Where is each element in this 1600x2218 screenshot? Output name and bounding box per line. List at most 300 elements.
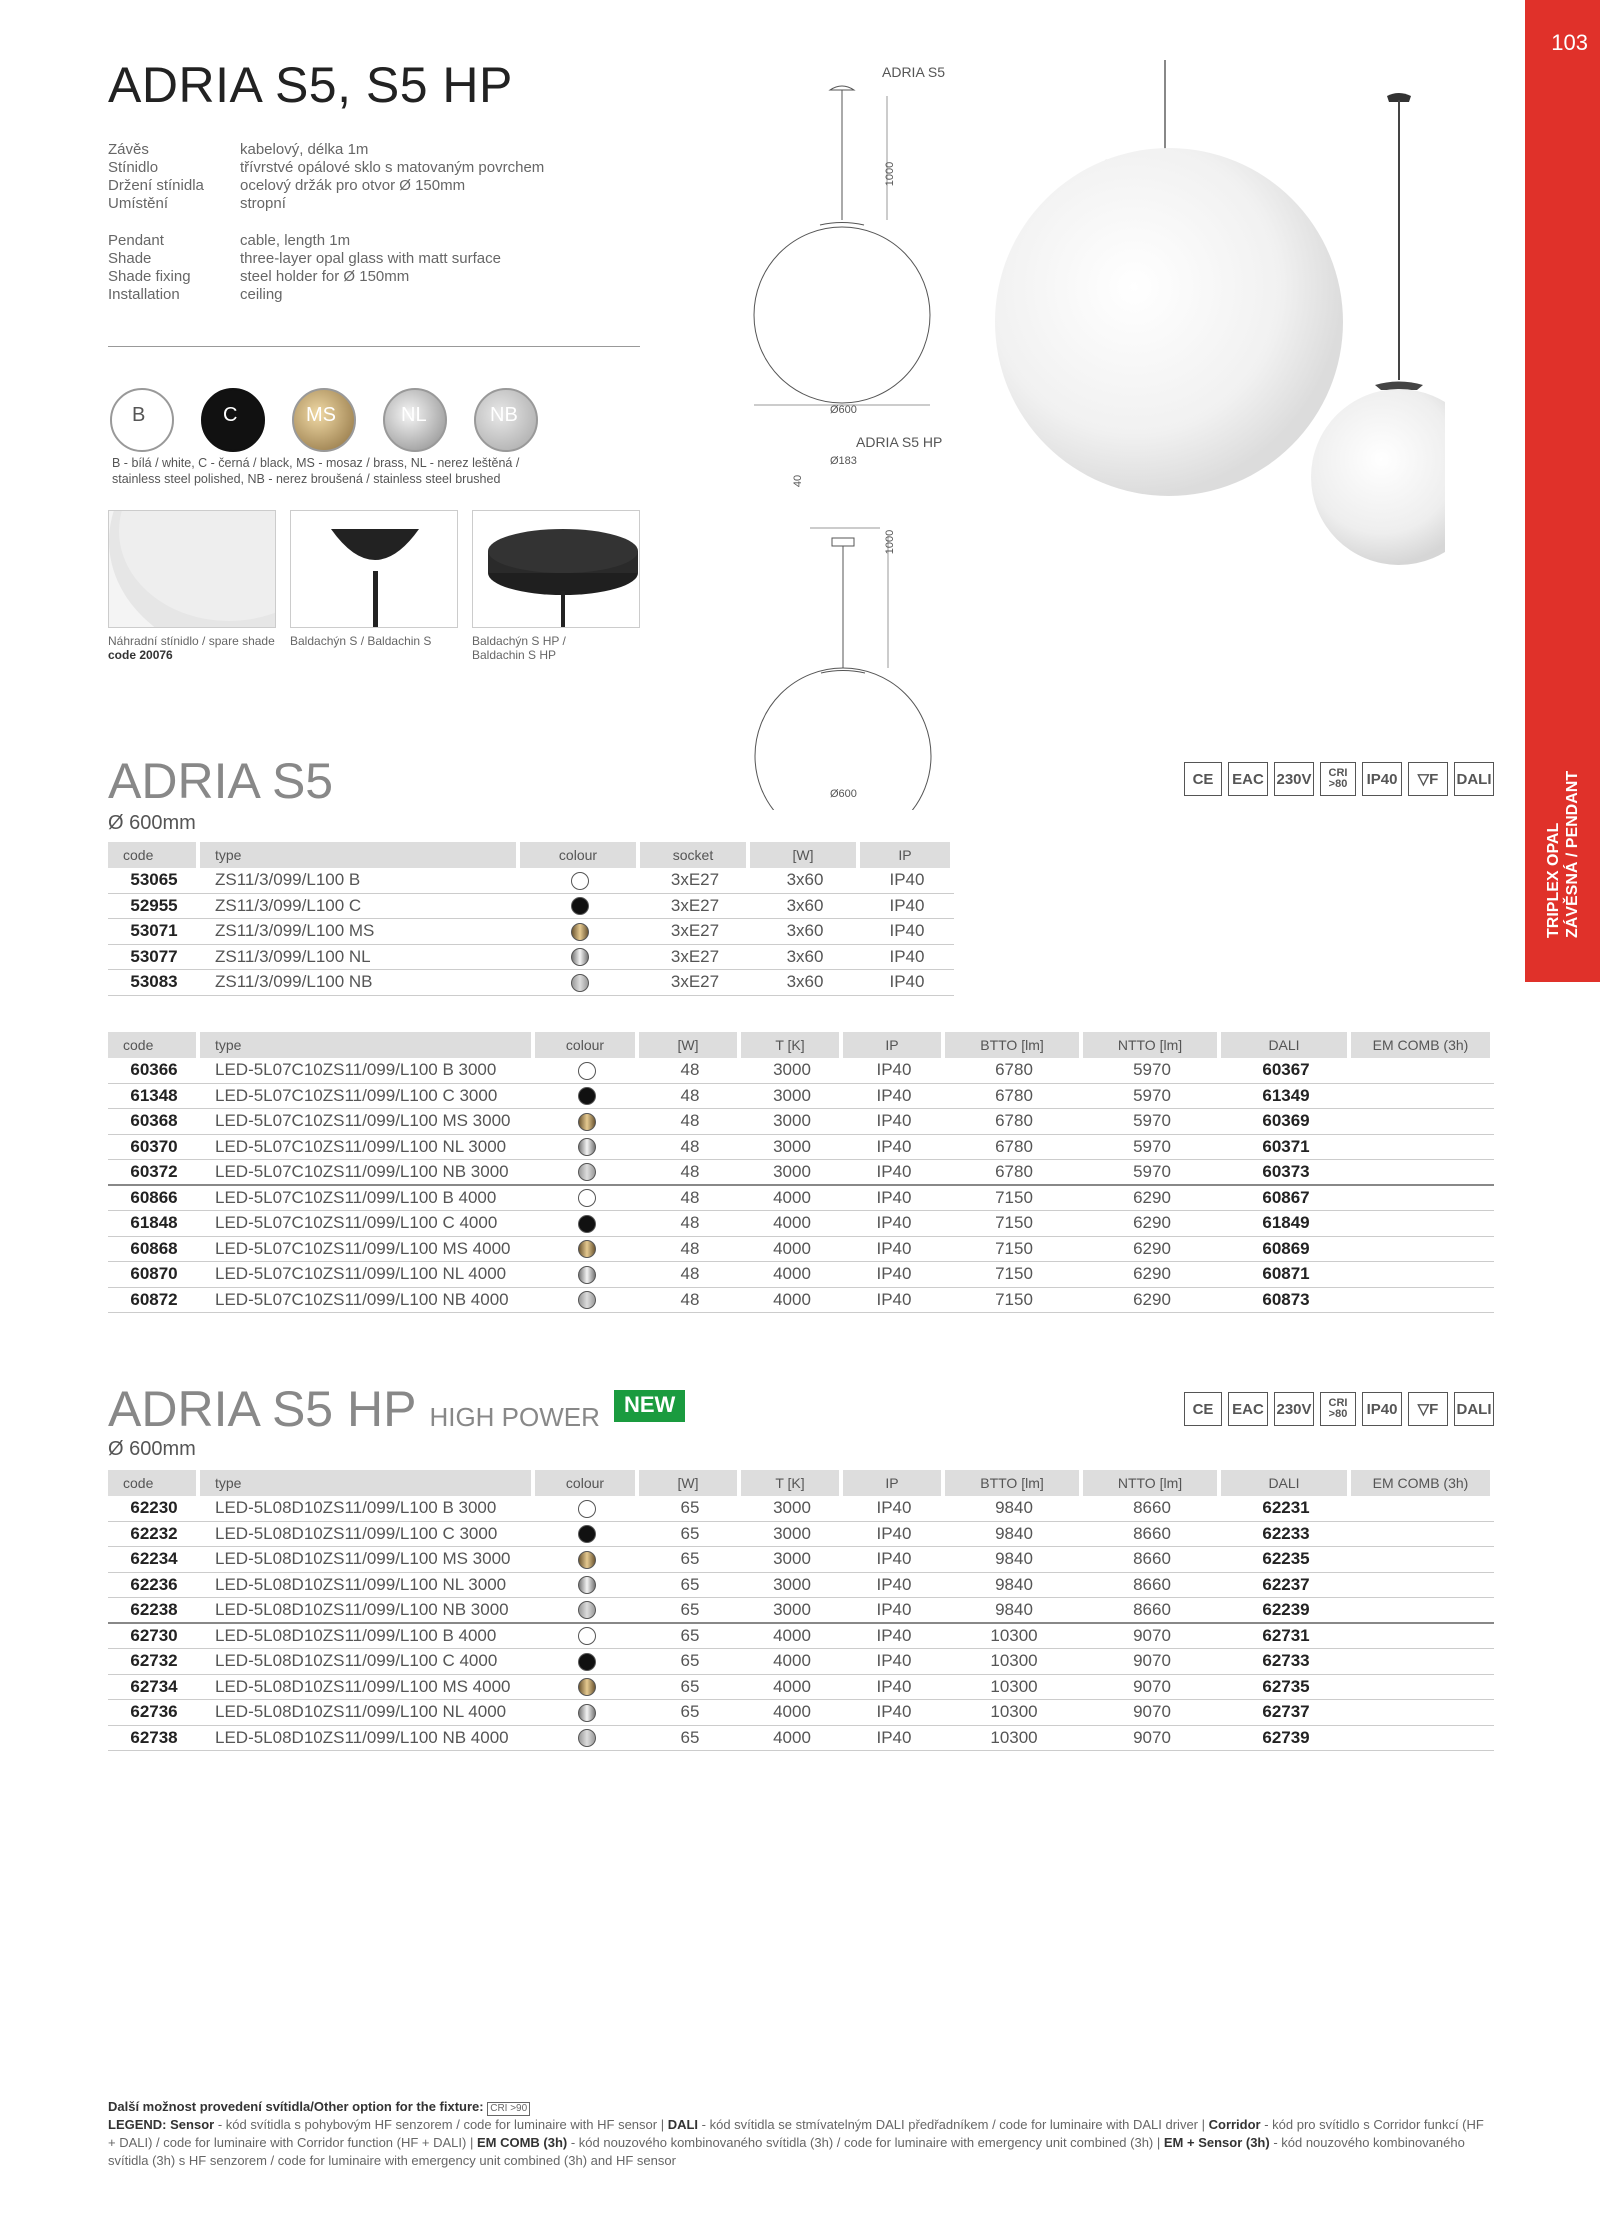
cri-90-icon: CRI >90 — [487, 2102, 530, 2116]
table-cell: 7150 — [945, 1237, 1083, 1263]
ce-icon: CE — [1184, 762, 1222, 796]
table-cell: 4000 — [741, 1211, 843, 1237]
swatch-steel-polished — [383, 388, 447, 452]
table-row — [108, 1288, 1494, 1314]
table-cell: 3x60 — [750, 970, 860, 996]
swatch-label: NB — [490, 404, 518, 426]
product-code: 62734 — [108, 1675, 200, 1701]
product-code: 62738 — [108, 1726, 200, 1752]
table-cell: 3x60 — [750, 919, 860, 945]
voltage-icon: 230V — [1274, 762, 1314, 796]
table-cell: 48 — [639, 1186, 741, 1212]
product-type: LED-5L07C10ZS11/099/L100 B 4000 — [200, 1186, 535, 1212]
swatch-label: MS — [306, 404, 336, 426]
colour-cell — [535, 1109, 639, 1135]
table-cell: 9070 — [1083, 1675, 1221, 1701]
dali-code: 62733 — [1221, 1649, 1351, 1675]
table-cell: IP40 — [843, 1573, 945, 1599]
table-cell — [1351, 1700, 1494, 1726]
colour-cell — [535, 1160, 639, 1186]
table-cell: IP40 — [860, 945, 954, 971]
colour-dot-icon — [578, 1601, 596, 1619]
spec-value: cable, length 1m — [240, 232, 351, 249]
dali-code: 61849 — [1221, 1211, 1351, 1237]
table-row — [108, 1160, 1494, 1186]
dali-code: 60373 — [1221, 1160, 1351, 1186]
table-cell: 65 — [639, 1675, 741, 1701]
table-cell: 6290 — [1083, 1237, 1221, 1263]
table-cell: 65 — [639, 1624, 741, 1650]
colour-cell — [520, 945, 640, 971]
table-cell — [1351, 1262, 1494, 1288]
table-cell: 9840 — [945, 1496, 1083, 1522]
product-code: 62238 — [108, 1598, 200, 1624]
product-code: 53083 — [108, 970, 200, 996]
spec-row — [108, 232, 501, 250]
table-cell: 3000 — [741, 1598, 843, 1624]
table-cell: 3000 — [741, 1496, 843, 1522]
legend-desc: - kód svítidla se stmívatelným DALI předřadníkem / code for luminaire with DALI driver | — [698, 2117, 1209, 2132]
product-code: 61848 — [108, 1211, 200, 1237]
spec-row — [108, 141, 544, 159]
spec-key: Stínidlo — [108, 159, 159, 176]
table-cell: IP40 — [843, 1109, 945, 1135]
drawing-dimension: 40 — [792, 474, 805, 488]
table-row — [108, 945, 954, 971]
table-cell: 3000 — [741, 1084, 843, 1110]
product-type: ZS11/3/099/L100 NL — [200, 945, 520, 971]
new-badge: NEW — [614, 1390, 685, 1422]
column-header: code — [108, 1470, 200, 1496]
table-row — [108, 868, 954, 894]
table-row — [108, 1649, 1494, 1675]
column-header: EM COMB (3h) — [1351, 1470, 1494, 1496]
table-cell: 9840 — [945, 1598, 1083, 1624]
product-photo — [965, 60, 1445, 570]
spec-row — [108, 177, 544, 195]
dali-icon: DALI — [1454, 1392, 1494, 1426]
table-cell: 9070 — [1083, 1649, 1221, 1675]
dali-code: 60867 — [1221, 1186, 1351, 1212]
table-cell: 3000 — [741, 1160, 843, 1186]
thumb-caption-code: code 20076 — [108, 648, 173, 662]
table-row — [108, 894, 954, 920]
dali-code: 60369 — [1221, 1109, 1351, 1135]
colour-cell — [535, 1700, 639, 1726]
section-title-s5: ADRIA S5 — [108, 753, 334, 809]
product-type: ZS11/3/099/L100 C — [200, 894, 520, 920]
product-type: LED-5L08D10ZS11/099/L100 B 3000 — [200, 1496, 535, 1522]
table-cell: IP40 — [843, 1262, 945, 1288]
table-cell — [1351, 1288, 1494, 1314]
table-row — [108, 1624, 1494, 1650]
table-row — [108, 1084, 1494, 1110]
table-row — [108, 1186, 1494, 1212]
colour-cell — [535, 1211, 639, 1237]
baldachin-s-image — [290, 510, 458, 628]
product-code: 52955 — [108, 894, 200, 920]
product-type: ZS11/3/099/L100 NB — [200, 970, 520, 996]
drawing-label: ADRIA S5 HP — [856, 434, 943, 450]
table-row — [108, 1522, 1494, 1548]
table-cell: 4000 — [741, 1186, 843, 1212]
table-cell: 6780 — [945, 1135, 1083, 1161]
table-cell: 65 — [639, 1547, 741, 1573]
colour-cell — [535, 1496, 639, 1522]
column-header: code — [108, 1032, 200, 1058]
product-code: 60372 — [108, 1160, 200, 1186]
table-cell: 4000 — [741, 1726, 843, 1752]
table-cell: 3xE27 — [640, 945, 750, 971]
colour-dot-icon — [578, 1653, 596, 1671]
table-cell: 3x60 — [750, 945, 860, 971]
side-label — [1544, 718, 1582, 938]
table-cell: 3xE27 — [640, 894, 750, 920]
spec-row — [108, 286, 501, 304]
table-cell: 4000 — [741, 1675, 843, 1701]
thumb-caption — [108, 634, 275, 662]
table-cell: IP40 — [843, 1700, 945, 1726]
product-type: LED-5L07C10ZS11/099/L100 B 3000 — [200, 1058, 535, 1084]
product-type: LED-5L07C10ZS11/099/L100 MS 4000 — [200, 1237, 535, 1263]
column-header: type — [200, 1470, 535, 1496]
column-header: colour — [535, 1032, 639, 1058]
column-header: type — [200, 1032, 535, 1058]
table-cell: 5970 — [1083, 1084, 1221, 1110]
spare-shade-image — [108, 510, 276, 628]
dali-icon: DALI — [1454, 762, 1494, 796]
table-cell — [1351, 1496, 1494, 1522]
table-cell: 6780 — [945, 1109, 1083, 1135]
colour-cell — [535, 1186, 639, 1212]
certification-icons — [1184, 1392, 1494, 1426]
table-cell: IP40 — [843, 1135, 945, 1161]
table-cell: IP40 — [843, 1649, 945, 1675]
table-cell — [1351, 1084, 1494, 1110]
swatch-white — [110, 388, 174, 452]
product-code: 62236 — [108, 1573, 200, 1599]
spec-key: Závěs — [108, 141, 149, 158]
spec-key: Držení stínidla — [108, 177, 204, 194]
table-cell: 48 — [639, 1262, 741, 1288]
thumb-caption-text: Náhradní stínidlo / spare shade — [108, 634, 275, 648]
table-cell: 8660 — [1083, 1547, 1221, 1573]
column-header: colour — [535, 1470, 639, 1496]
colour-dot-icon — [571, 974, 589, 992]
table-cell: 4000 — [741, 1262, 843, 1288]
other-option-label: Další možnost provedení svítidla/Other option for the fixture: — [108, 2099, 484, 2114]
column-header: [W] — [639, 1470, 741, 1496]
legend-desc: - kód nouzového kombinovaného svítidla (3h) s HF senzorem / code for luminaire with emergency unit combined (3h) and HF sensor — [108, 2135, 1465, 2168]
table-cell: 9840 — [945, 1522, 1083, 1548]
table-cell: 65 — [639, 1573, 741, 1599]
table-row — [108, 1675, 1494, 1701]
colour-cell — [535, 1135, 639, 1161]
table-cell — [1351, 1675, 1494, 1701]
table-cell: 8660 — [1083, 1496, 1221, 1522]
table-cell — [1351, 1058, 1494, 1084]
colour-dot-icon — [578, 1266, 596, 1284]
colour-cell — [535, 1262, 639, 1288]
table-cell — [1351, 1598, 1494, 1624]
table-row — [108, 1237, 1494, 1263]
table-cell: 48 — [639, 1160, 741, 1186]
side-label-line2: ZÁVĚSNÁ / PENDANT — [1564, 770, 1581, 938]
thumb-caption — [290, 634, 431, 648]
swatch-legend-line: stainless steel polished, NB - nerez broušená / stainless steel brushed — [112, 472, 501, 486]
specs-en — [108, 232, 501, 304]
table-cell: 6780 — [945, 1160, 1083, 1186]
table-row — [108, 1547, 1494, 1573]
product-code: 60366 — [108, 1058, 200, 1084]
product-type: LED-5L07C10ZS11/099/L100 NB 4000 — [200, 1288, 535, 1314]
table-cell: 3000 — [741, 1135, 843, 1161]
column-header: [W] — [639, 1032, 741, 1058]
spec-row — [108, 195, 544, 213]
dali-code: 61349 — [1221, 1084, 1351, 1110]
product-code: 62730 — [108, 1624, 200, 1650]
spec-key: Umístění — [108, 195, 169, 212]
table-cell: 65 — [639, 1649, 741, 1675]
baldachin-s-hp-icon — [473, 511, 640, 628]
product-code: 62732 — [108, 1649, 200, 1675]
product-type: LED-5L08D10ZS11/099/L100 NL 3000 — [200, 1573, 535, 1599]
column-header: type — [200, 842, 520, 868]
colour-dot-icon — [578, 1576, 596, 1594]
column-header: IP — [843, 1032, 945, 1058]
swatch-label: NL — [401, 404, 427, 426]
dali-code: 60371 — [1221, 1135, 1351, 1161]
table-cell: 3x60 — [750, 894, 860, 920]
cri-icon: CRI >80 — [1320, 762, 1356, 796]
ce-icon: CE — [1184, 1392, 1222, 1426]
table-cell: 3000 — [741, 1058, 843, 1084]
table-s5 — [108, 842, 954, 996]
table-cell: 5970 — [1083, 1058, 1221, 1084]
spec-value: kabelový, délka 1m — [240, 141, 369, 158]
table-cell: 8660 — [1083, 1573, 1221, 1599]
product-type: LED-5L08D10ZS11/099/L100 C 4000 — [200, 1649, 535, 1675]
product-type: LED-5L07C10ZS11/099/L100 MS 3000 — [200, 1109, 535, 1135]
colour-dot-icon — [578, 1525, 596, 1543]
table-row — [108, 919, 954, 945]
table-cell: 65 — [639, 1522, 741, 1548]
product-type: LED-5L08D10ZS11/099/L100 NB 4000 — [200, 1726, 535, 1752]
product-code: 61348 — [108, 1084, 200, 1110]
swatch-brass — [292, 388, 356, 452]
table-row — [108, 1598, 1494, 1624]
dali-code: 60871 — [1221, 1262, 1351, 1288]
colour-cell — [535, 1288, 639, 1314]
colour-dot-icon — [578, 1291, 596, 1309]
table-cell — [1351, 1624, 1494, 1650]
table-cell: IP40 — [860, 919, 954, 945]
table-cell: 65 — [639, 1726, 741, 1752]
table-cell: IP40 — [843, 1211, 945, 1237]
table-cell: 4000 — [741, 1649, 843, 1675]
section-diameter: Ø 600mm — [108, 1438, 196, 1460]
table-cell: 3000 — [741, 1547, 843, 1573]
column-header: code — [108, 842, 200, 868]
table-row — [108, 1573, 1494, 1599]
table-cell: 65 — [639, 1700, 741, 1726]
voltage-icon: 230V — [1274, 1392, 1314, 1426]
colour-dot-icon — [578, 1163, 596, 1181]
thumb-caption-text: Baldachýn S HP / — [472, 634, 566, 648]
table-cell: 6290 — [1083, 1211, 1221, 1237]
certification-icons — [1184, 762, 1494, 796]
legend-term: EM + Sensor (3h) — [1163, 2135, 1270, 2150]
column-header: IP — [843, 1470, 945, 1496]
dali-code: 60367 — [1221, 1058, 1351, 1084]
product-code: 62230 — [108, 1496, 200, 1522]
colour-cell — [535, 1547, 639, 1573]
colour-dot-icon — [578, 1087, 596, 1105]
spec-value: three-layer opal glass with matt surface — [240, 250, 501, 267]
colour-cell — [535, 1522, 639, 1548]
table-cell: 48 — [639, 1135, 741, 1161]
table-cell: IP40 — [843, 1160, 945, 1186]
f-mark-icon: ▽F — [1408, 762, 1448, 796]
drawing-dimension: 1000 — [884, 529, 897, 555]
table-cell: IP40 — [843, 1496, 945, 1522]
table-cell: 9070 — [1083, 1700, 1221, 1726]
swatch-steel-brushed — [474, 388, 538, 452]
table-cell — [1351, 1109, 1494, 1135]
swatch-label: B — [132, 404, 146, 426]
table-cell — [1351, 1573, 1494, 1599]
table-cell: 10300 — [945, 1649, 1083, 1675]
table-cell: 6780 — [945, 1084, 1083, 1110]
drawing-dimension: 1000 — [884, 161, 897, 187]
table-header-row — [108, 842, 954, 868]
table-cell: 7150 — [945, 1288, 1083, 1314]
spec-value: třívrstvé opálové sklo s matovaným povrchem — [240, 159, 545, 176]
dali-code: 62231 — [1221, 1496, 1351, 1522]
colour-cell — [535, 1058, 639, 1084]
product-code: 53065 — [108, 868, 200, 894]
product-code: 60868 — [108, 1237, 200, 1263]
section-title-text: ADRIA S5 HP — [108, 1381, 416, 1437]
table-cell — [1351, 1160, 1494, 1186]
column-header: NTTO [lm] — [1083, 1470, 1221, 1496]
table-cell — [1351, 1186, 1494, 1212]
table-cell: 10300 — [945, 1675, 1083, 1701]
drawing-dimension: Ø183 — [830, 455, 857, 467]
table-cell: IP40 — [843, 1237, 945, 1263]
dali-code: 62235 — [1221, 1547, 1351, 1573]
column-header: BTTO [lm] — [945, 1470, 1083, 1496]
product-code: 60370 — [108, 1135, 200, 1161]
dali-code: 62731 — [1221, 1624, 1351, 1650]
colour-dot-icon — [571, 948, 589, 966]
colour-cell — [520, 868, 640, 894]
product-type: LED-5L08D10ZS11/099/L100 NL 4000 — [200, 1700, 535, 1726]
section-diameter: Ø 600mm — [108, 812, 196, 834]
table-cell: IP40 — [843, 1058, 945, 1084]
swatch-black — [201, 388, 265, 452]
table-cell: 48 — [639, 1109, 741, 1135]
colour-dot-icon — [578, 1500, 596, 1518]
table-cell: 65 — [639, 1598, 741, 1624]
table-cell: 4000 — [741, 1624, 843, 1650]
table-cell: IP40 — [843, 1726, 945, 1752]
colour-dot-icon — [571, 897, 589, 915]
swatch-legend — [112, 455, 652, 487]
specs-cz — [108, 141, 544, 213]
product-code: 62234 — [108, 1547, 200, 1573]
legend-label: LEGEND: — [108, 2117, 167, 2132]
table-cell: 9840 — [945, 1573, 1083, 1599]
cri-icon: CRI >80 — [1320, 1392, 1356, 1426]
ip-icon: IP40 — [1362, 762, 1402, 796]
table-cell: IP40 — [843, 1186, 945, 1212]
spec-row — [108, 250, 501, 268]
colour-dot-icon — [578, 1704, 596, 1722]
colour-dot-icon — [578, 1240, 596, 1258]
table-cell: 3000 — [741, 1573, 843, 1599]
table-cell: 8660 — [1083, 1522, 1221, 1548]
table-cell: 6290 — [1083, 1262, 1221, 1288]
table-cell: 10300 — [945, 1700, 1083, 1726]
spec-value: ceiling — [240, 286, 283, 303]
dali-code: 62237 — [1221, 1573, 1351, 1599]
drawing-dimension: Ø600 — [830, 404, 857, 416]
column-header: T [K] — [741, 1470, 843, 1496]
table-cell: 5970 — [1083, 1135, 1221, 1161]
table-cell: 48 — [639, 1058, 741, 1084]
dali-code: 62735 — [1221, 1675, 1351, 1701]
dali-code: 60873 — [1221, 1288, 1351, 1314]
table-cell — [1351, 1547, 1494, 1573]
colour-cell — [535, 1726, 639, 1752]
section-subtitle: HIGH POWER — [429, 1402, 600, 1432]
colour-dot-icon — [578, 1138, 596, 1156]
column-header: T [K] — [741, 1032, 843, 1058]
column-header: NTTO [lm] — [1083, 1032, 1221, 1058]
column-header: socket — [640, 842, 750, 868]
legend-term: EM COMB (3h) — [476, 2135, 568, 2150]
ip-icon: IP40 — [1362, 1392, 1402, 1426]
table-cell: 4000 — [741, 1288, 843, 1314]
product-code: 60866 — [108, 1186, 200, 1212]
product-type: ZS11/3/099/L100 B — [200, 868, 520, 894]
product-type: LED-5L07C10ZS11/099/L100 NB 3000 — [200, 1160, 535, 1186]
product-code: 53071 — [108, 919, 200, 945]
product-type: LED-5L08D10ZS11/099/L100 MS 3000 — [200, 1547, 535, 1573]
table-cell: IP40 — [843, 1288, 945, 1314]
product-type: LED-5L07C10ZS11/099/L100 C 4000 — [200, 1211, 535, 1237]
table-cell: IP40 — [860, 868, 954, 894]
table-cell: 4000 — [741, 1237, 843, 1263]
colour-cell — [535, 1237, 639, 1263]
colour-cell — [520, 894, 640, 920]
table-s5-led — [108, 1032, 1494, 1313]
spec-row — [108, 268, 501, 286]
divider — [108, 346, 640, 347]
colour-cell — [535, 1624, 639, 1650]
dali-code: 60869 — [1221, 1237, 1351, 1263]
table-cell — [1351, 1237, 1494, 1263]
table-cell: IP40 — [843, 1675, 945, 1701]
spec-key: Installation — [108, 286, 180, 303]
section-title-s5hp — [108, 1380, 600, 1438]
table-cell: 3000 — [741, 1522, 843, 1548]
colour-cell — [520, 970, 640, 996]
colour-dot-icon — [578, 1062, 596, 1080]
table-cell — [1351, 1726, 1494, 1752]
product-code: 60870 — [108, 1262, 200, 1288]
